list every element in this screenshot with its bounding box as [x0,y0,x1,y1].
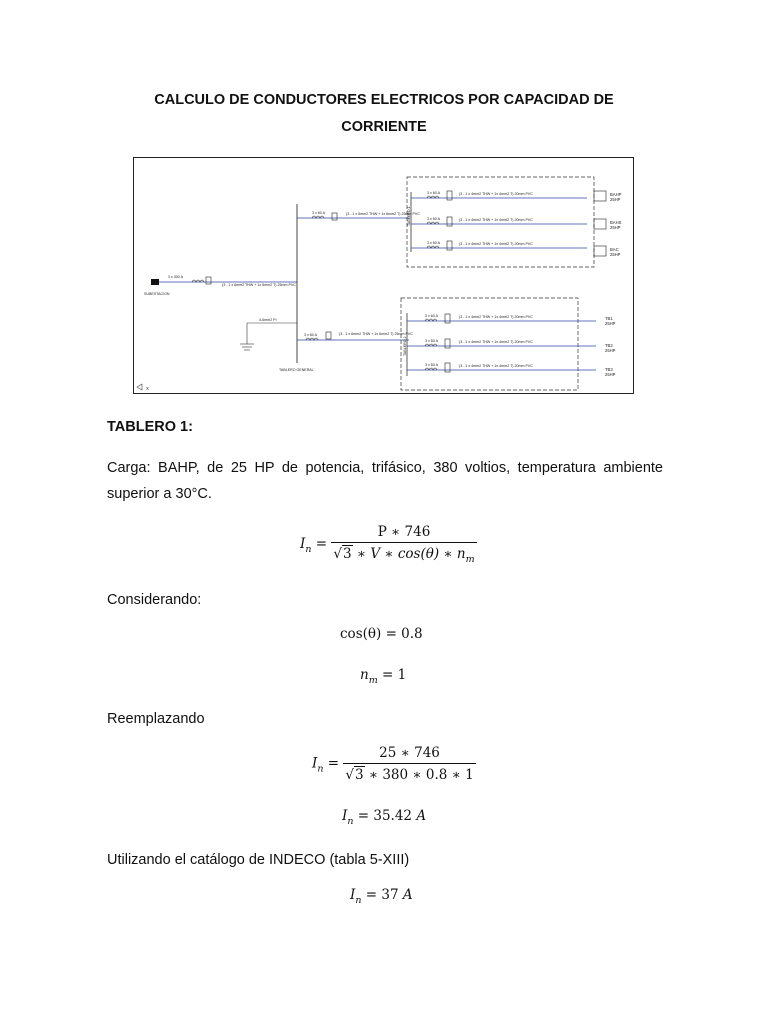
board-2-branch-1 [407,314,616,326]
svg-text:(3 - 1 x 4mm2 THW + 1x 4mm2 T): (3 - 1 x 4mm2 THW + 1x 4mm2 T) 20mm PVC [459,340,533,344]
formula-nm: $n_m = 1$ [360,667,407,686]
axis-marker-label: X [146,386,149,391]
board-1-label: TABLERO 1 [407,206,411,226]
svg-text:TB1: TB1 [605,316,613,321]
svg-text:(3 - 1 x 4mm2 THW + 1x 4mm2 T): (3 - 1 x 4mm2 THW + 1x 4mm2 T) 20mm PVC [459,192,533,196]
svg-text:3 x 60 A: 3 x 60 A [427,241,440,245]
svg-text:3 x 60 A: 3 x 60 A [425,314,438,318]
board-1-branch-2 [411,217,622,230]
board-1-branch-3 [411,241,621,257]
substation-label: SUBESTACION [144,292,170,296]
document-title-line-1: CALCULO DE CONDUCTORES ELECTRICOS POR CAPACIDAD DE [154,92,614,108]
board-2-branch-2 [407,339,616,353]
board-2-branch-3 [407,363,616,377]
board-1-branch-1 [411,191,622,202]
svg-text:(3 - 1 x 4mm2 THW + 1x 4mm2 T): (3 - 1 x 4mm2 THW + 1x 4mm2 T) 20mm PVC [459,364,533,368]
svg-text:BAHS: BAHS [610,220,622,225]
formula-result: $I_n = 35.42$ A [342,808,427,827]
svg-text:25HP: 25HP [605,348,616,353]
svg-text:3 x 60 A: 3 x 60 A [425,363,438,367]
svg-text:25HP: 25HP [610,252,621,257]
section-heading: TABLERO 1: [107,419,193,435]
formula-cos-theta: cos(θ) = 0.8 [340,626,423,642]
document-title-line-2: CORRIENTE [341,119,427,135]
svg-text:(3 - 1 x 6mm2 THW + 1x 6mm2 T): (3 - 1 x 6mm2 THW + 1x 6mm2 T) 25mm PVC [346,212,420,216]
reemplazando-label: Reemplazando [107,711,205,727]
main-cable-label: (3 - 1 x 6mm2 THW + 1x 6mm2 T) 25mm PVC [222,283,296,287]
ground-label: 4-6mm2 Pi [259,318,277,322]
svg-text:TB3: TB3 [605,367,613,372]
substation-symbol [151,279,159,285]
svg-text:(3 - 1 x 4mm2 THW + 1x 4mm2 T): (3 - 1 x 4mm2 THW + 1x 4mm2 T) 20mm PVC [459,242,533,246]
svg-text:TB2: TB2 [605,343,613,348]
formula-catalog: $I_n = 37$ A [350,887,413,906]
utilizando-paragraph: Utilizando el catálogo de INDECO (tabla 5-XIII) [107,852,410,868]
axis-marker-icon [137,384,142,390]
tablero-general-label: TABLERO GENERAL [279,368,314,372]
svg-text:3 x 60 A: 3 x 60 A [425,339,438,343]
svg-text:BAC: BAC [610,247,619,252]
svg-text:(3 - 1 x 4mm2 THW + 1x 4mm2 T): (3 - 1 x 4mm2 THW + 1x 4mm2 T) 20mm PVC [459,218,533,222]
svg-text:BAHP: BAHP [610,192,622,197]
board-2-label: TABLERO 2 [403,336,407,356]
svg-text:25HP: 25HP [605,372,616,377]
svg-text:3 x 60 A: 3 x 60 A [312,211,325,215]
svg-text:25HP: 25HP [605,321,616,326]
svg-text:25HP: 25HP [610,225,621,230]
single-line-diagram [133,157,634,394]
main-breaker-label: 3 x 300 A [168,275,183,279]
svg-text:(3 - 1 x 6mm2 THW + 1x 6mm2 T): (3 - 1 x 6mm2 THW + 1x 6mm2 T) 25mm PVC [339,332,413,336]
svg-text:3 x 60 A: 3 x 60 A [427,217,440,221]
svg-text:3 x 60 A: 3 x 60 A [427,191,440,195]
formula-replaced: $I_n$ = $\frac{25 ∗ 746}{√3 ∗ 380 ∗ 0.8 ∗ 1}$ [312,745,474,783]
carga-paragraph: Carga: BAHP, de 25 HP de potencia, trifásico, 380 voltios, temperatura ambiente superior a 30°C. [107,460,663,502]
formula-nominal-current: $I_n$ = $\frac{P ∗ 746}{√3 ∗ V ∗ \cos(\theta) ∗ n_m}$ [300,524,475,565]
svg-text:(3 - 1 x 4mm2 THW + 1x 4mm2 T): (3 - 1 x 4mm2 THW + 1x 4mm2 T) 20mm PVC [459,315,533,319]
diagram-drawing [134,158,635,395]
considerando-label: Considerando: [107,592,202,608]
svg-text:3 x 60 A: 3 x 60 A [304,333,317,337]
svg-text:25HP: 25HP [610,197,621,202]
